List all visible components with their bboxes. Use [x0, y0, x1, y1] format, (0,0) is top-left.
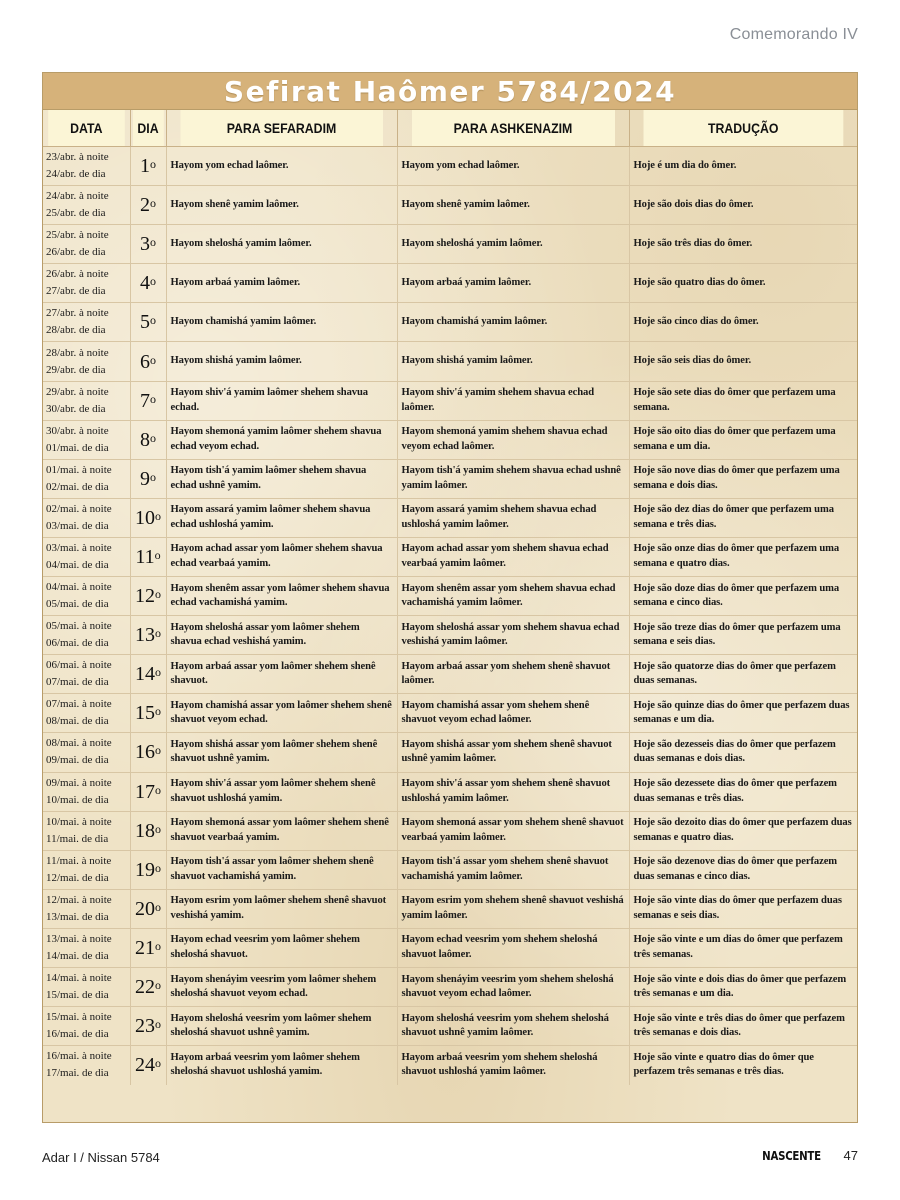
traducao-cell: Hoje são oito dias do ômer que perfazem uma semana e um dia.: [629, 420, 857, 459]
ashkenazim-cell: Hayom assará yamim shehem shavua echad ushloshá yamim laômer.: [397, 498, 629, 537]
ordinal-mark: o: [150, 313, 156, 328]
table-row: [43, 928, 857, 967]
day-number: 4: [140, 272, 150, 295]
omer-table-sheet: [42, 72, 858, 1123]
ashkenazim-cell: Hayom shiv'á assar yom shehem shenê shavuot ushloshá yamim laômer.: [397, 772, 629, 811]
day-number-cell: [130, 772, 166, 811]
day-number-cell: [130, 889, 166, 928]
date-cell: [43, 342, 130, 381]
ordinal-mark: o: [155, 978, 161, 993]
footer-right: [757, 1148, 858, 1163]
day-number: 10: [135, 506, 155, 529]
traducao-cell: Hoje são vinte e quatro dias do ômer que perfazem três semanas e três dias.: [629, 1046, 857, 1085]
ordinal-mark: o: [155, 508, 161, 523]
date-day: 08/mai. de dia: [46, 715, 109, 728]
day-number: 11: [135, 545, 155, 568]
ordinal-mark: o: [155, 743, 161, 758]
date-day: 04/mai. de dia: [46, 558, 109, 571]
date-cell: [43, 694, 130, 733]
omer-table: [43, 110, 857, 1085]
ordinal-mark: o: [155, 1017, 161, 1032]
date-night: 11/mai. à noite: [46, 854, 112, 867]
traducao-cell: Hoje são dezesseis dias do ômer que perfazem duas semanas e dois dias.: [629, 733, 857, 772]
sefaradim-cell: Hayom shemoná yamim laômer shehem shavua echad veyom echad.: [166, 420, 397, 459]
date-day: 15/mai. de dia: [46, 989, 109, 1002]
date-day: 03/mai. de dia: [46, 519, 109, 532]
table-row: [43, 577, 857, 616]
date-night: 09/mai. à noite: [46, 776, 112, 789]
date-cell: [43, 889, 130, 928]
date-day: 27/abr. de dia: [46, 285, 106, 298]
ashkenazim-cell: Hayom echad veesrim yom shehem sheloshá shavuot laômer.: [397, 928, 629, 967]
sefaradim-cell: Hayom tish'á assar yom laômer shehem shenê shavuot vachamishá yamim.: [166, 850, 397, 889]
ashkenazim-cell: Hayom achad assar yom shehem shavua echad vearbaá yamim laômer.: [397, 537, 629, 576]
date-night: 30/abr. à noite: [46, 424, 109, 437]
date-night: 24/abr. à noite: [46, 190, 109, 203]
day-number-cell: [130, 147, 166, 186]
traducao-cell: Hoje são seis dias do ômer.: [629, 342, 857, 381]
ashkenazim-cell: Hayom shishá yamim laômer.: [397, 342, 629, 381]
table-row: [43, 381, 857, 420]
day-number: 18: [135, 819, 155, 842]
table-row: [43, 342, 857, 381]
traducao-cell: Hoje é um dia do ômer.: [629, 147, 857, 186]
date-night: 06/mai. à noite: [46, 659, 112, 672]
day-number: 7: [140, 389, 150, 412]
date-night: 10/mai. à noite: [46, 815, 112, 828]
traducao-cell: Hoje são dezenove dias do ômer que perfazem duas semanas e cinco dias.: [629, 850, 857, 889]
traducao-cell: Hoje são dezessete dias do ômer que perfazem duas semanas e três dias.: [629, 772, 857, 811]
ordinal-mark: o: [155, 821, 161, 836]
date-cell: [43, 733, 130, 772]
ashkenazim-cell: Hayom shemoná yamim shehem shavua echad veyom echad laômer.: [397, 420, 629, 459]
ordinal-mark: o: [150, 157, 156, 172]
date-night: 01/mai. à noite: [46, 463, 112, 476]
ordinal-mark: o: [155, 626, 161, 641]
date-day: 17/mai. de dia: [46, 1067, 109, 1080]
sefaradim-cell: Hayom shemoná assar yom laômer shehem shenê shavuot vearbaá yamim.: [166, 811, 397, 850]
traducao-cell: Hoje são cinco dias do ômer.: [629, 303, 857, 342]
table-row: [43, 1046, 857, 1085]
date-day: 07/mai. de dia: [46, 676, 109, 689]
table-header-row: [43, 110, 857, 147]
ordinal-mark: o: [155, 704, 161, 719]
ashkenazim-cell: Hayom shenáyim veesrim yom shehem sheloshá shavuot veyom echad laômer.: [397, 967, 629, 1006]
sefaradim-cell: Hayom sheloshá yamim laômer.: [166, 225, 397, 264]
ordinal-mark: o: [155, 860, 161, 875]
date-cell: [43, 420, 130, 459]
date-cell: [43, 186, 130, 225]
date-day: 13/mai. de dia: [46, 910, 109, 923]
date-day: 02/mai. de dia: [46, 480, 109, 493]
date-day: 10/mai. de dia: [46, 793, 109, 806]
traducao-cell: Hoje são doze dias do ômer que perfazem uma semana e cinco dias.: [629, 577, 857, 616]
date-night: 07/mai. à noite: [46, 698, 112, 711]
ordinal-mark: o: [154, 547, 161, 562]
date-cell: [43, 967, 130, 1006]
column-header-traducao: TRADUÇÃO: [643, 110, 844, 147]
day-number: 21: [135, 936, 155, 959]
date-cell: [43, 811, 130, 850]
date-night: 28/abr. à noite: [46, 346, 109, 359]
ashkenazim-cell: Hayom shenê yamim laômer.: [397, 186, 629, 225]
sefaradim-cell: Hayom esrim yom laômer shehem shenê shavuot veshishá yamim.: [166, 889, 397, 928]
ordinal-mark: o: [155, 782, 161, 797]
table-row: [43, 655, 857, 694]
section-header: Comemorando IV: [729, 26, 858, 43]
ashkenazim-cell: Hayom sheloshá veesrim yom shehem sheloshá shavuot ushnê yamim laômer.: [397, 1007, 629, 1046]
ordinal-mark: o: [150, 352, 156, 367]
traducao-cell: Hoje são vinte e três dias do ômer que perfazem três semanas e dois dias.: [629, 1007, 857, 1046]
table-row: [43, 537, 857, 576]
page-number: 47: [843, 1148, 858, 1163]
sefaradim-cell: Hayom shenáyim veesrim yom laômer shehem sheloshá shavuot veyom echad.: [166, 967, 397, 1006]
day-number-cell: [130, 928, 166, 967]
sefaradim-cell: Hayom achad assar yom laômer shehem shavua echad vearbaá yamim.: [166, 537, 397, 576]
day-number: 1: [140, 155, 150, 178]
date-cell: [43, 1046, 130, 1085]
sefaradim-cell: Hayom echad veesrim yom laômer shehem sheloshá shavuot.: [166, 928, 397, 967]
sefaradim-cell: Hayom chamishá assar yom laômer shehem shenê shavuot veyom echad.: [166, 694, 397, 733]
ashkenazim-cell: Hayom chamishá assar yom shehem shenê shavuot veyom echad laômer.: [397, 694, 629, 733]
date-night: 29/abr. à noite: [46, 385, 109, 398]
date-cell: [43, 264, 130, 303]
date-night: 13/mai. à noite: [46, 932, 112, 945]
ordinal-mark: o: [150, 274, 156, 289]
day-number: 20: [135, 897, 155, 920]
date-cell: [43, 459, 130, 498]
sefaradim-cell: Hayom arbaá assar yom laômer shehem shenê shavuot.: [166, 655, 397, 694]
date-day: 09/mai. de dia: [46, 754, 109, 767]
date-night: 14/mai. à noite: [46, 972, 112, 985]
date-day: 06/mai. de dia: [46, 637, 109, 650]
day-number-cell: [130, 537, 166, 576]
table-row: [43, 772, 857, 811]
day-number: 6: [140, 350, 150, 373]
day-number-cell: [130, 420, 166, 459]
traducao-cell: Hoje são quatorze dias do ômer que perfazem duas semanas.: [629, 655, 857, 694]
day-number: 16: [135, 741, 155, 764]
date-day: 05/mai. de dia: [46, 598, 109, 611]
sefaradim-cell: Hayom arbaá veesrim yom laômer shehem sheloshá shavuot ushloshá yamim.: [166, 1046, 397, 1085]
day-number-cell: [130, 303, 166, 342]
date-cell: [43, 381, 130, 420]
day-number-cell: [130, 264, 166, 303]
table-row: [43, 147, 857, 186]
date-cell: [43, 850, 130, 889]
date-night: 12/mai. à noite: [46, 893, 112, 906]
date-night: 08/mai. à noite: [46, 737, 112, 750]
table-row: [43, 264, 857, 303]
date-day: 24/abr. de dia: [46, 168, 106, 181]
day-number: 3: [140, 233, 150, 256]
ordinal-mark: o: [155, 899, 161, 914]
day-number-cell: [130, 498, 166, 537]
day-number-cell: [130, 342, 166, 381]
ordinal-mark: o: [150, 196, 156, 211]
table-title: Sefirat Haômer 5784/2024: [43, 73, 857, 110]
sefaradim-cell: Hayom sheloshá veesrim yom laômer shehem sheloshá shavuot ushnê yamim.: [166, 1007, 397, 1046]
sefaradim-cell: Hayom shishá assar yom laômer shehem shenê shavuot ushnê yamim.: [166, 733, 397, 772]
traducao-cell: Hoje são dezoito dias do ômer que perfazem duas semanas e quatro dias.: [629, 811, 857, 850]
date-cell: [43, 147, 130, 186]
ordinal-mark: o: [155, 587, 161, 602]
table-row: [43, 694, 857, 733]
ordinal-mark: o: [155, 1056, 161, 1071]
traducao-cell: Hoje são três dias do ômer.: [629, 225, 857, 264]
day-number-cell: [130, 186, 166, 225]
ashkenazim-cell: Hayom shishá assar yom shehem shenê shavuot ushnê yamim laômer.: [397, 733, 629, 772]
traducao-cell: Hoje são onze dias do ômer que perfazem uma semana e quatro dias.: [629, 537, 857, 576]
sefaradim-cell: Hayom shenêm assar yom laômer shehem shavua echad vachamishá yamim.: [166, 577, 397, 616]
table-row: [43, 225, 857, 264]
traducao-cell: Hoje são vinte dias do ômer que perfazem duas semanas e seis dias.: [629, 889, 857, 928]
column-header-ashkenazim: PARA ASHKENAZIM: [411, 110, 615, 147]
day-number: 12: [135, 585, 155, 608]
ashkenazim-cell: Hayom tish'á assar yom shehem shenê shavuot vachamishá yamim laômer.: [397, 850, 629, 889]
date-cell: [43, 928, 130, 967]
day-number: 23: [135, 1015, 155, 1038]
traducao-cell: Hoje são vinte e um dias do ômer que perfazem três semanas.: [629, 928, 857, 967]
day-number-cell: [130, 225, 166, 264]
date-day: 14/mai. de dia: [46, 949, 109, 962]
ordinal-mark: o: [155, 665, 161, 680]
date-night: 15/mai. à noite: [46, 1011, 112, 1024]
day-number: 8: [140, 428, 150, 451]
sefaradim-cell: Hayom tish'á yamim laômer shehem shavua echad ushnê yamim.: [166, 459, 397, 498]
brand-logo: NASCENTE: [761, 1148, 821, 1163]
ordinal-mark: o: [150, 430, 156, 445]
traducao-cell: Hoje são vinte e dois dias do ômer que perfazem três semanas e um dia.: [629, 967, 857, 1006]
date-cell: [43, 772, 130, 811]
traducao-cell: Hoje são quinze dias do ômer que perfazem duas semanas e um dia.: [629, 694, 857, 733]
day-number-cell: [130, 655, 166, 694]
date-night: 27/abr. à noite: [46, 307, 109, 320]
date-night: 16/mai. à noite: [46, 1050, 112, 1063]
day-number-cell: [130, 459, 166, 498]
day-number-cell: [130, 616, 166, 655]
day-number: 13: [135, 624, 155, 647]
ashkenazim-cell: Hayom shiv'á yamim shehem shavua echad laômer.: [397, 381, 629, 420]
column-header-data: DATA: [48, 110, 125, 147]
date-cell: [43, 303, 130, 342]
ordinal-mark: o: [155, 938, 161, 953]
table-row: [43, 420, 857, 459]
date-night: 23/abr. à noite: [46, 151, 109, 164]
sefaradim-cell: Hayom shenê yamim laômer.: [166, 186, 397, 225]
date-night: 05/mai. à noite: [46, 620, 112, 633]
day-number: 5: [140, 311, 150, 334]
date-cell: [43, 225, 130, 264]
footer-issue: Adar I / Nissan 5784: [42, 1150, 160, 1165]
table-row: [43, 811, 857, 850]
date-day: 26/abr. de dia: [46, 246, 106, 259]
date-night: 02/mai. à noite: [46, 502, 112, 515]
traducao-cell: Hoje são dois dias do ômer.: [629, 186, 857, 225]
sefaradim-cell: Hayom chamishá yamim laômer.: [166, 303, 397, 342]
date-day: 12/mai. de dia: [46, 871, 109, 884]
date-night: 03/mai. à noite: [46, 541, 112, 554]
ordinal-mark: o: [150, 469, 156, 484]
sefaradim-cell: Hayom assará yamim laômer shehem shavua echad ushloshá yamim.: [166, 498, 397, 537]
day-number-cell: [130, 850, 166, 889]
day-number: 2: [140, 194, 150, 217]
day-number-cell: [130, 967, 166, 1006]
day-number-cell: [130, 733, 166, 772]
ashkenazim-cell: Hayom arbaá assar yom shehem shenê shavuot laômer.: [397, 655, 629, 694]
table-row: [43, 616, 857, 655]
ashkenazim-cell: Hayom esrim yom shehem shenê shavuot veshishá yamim laômer.: [397, 889, 629, 928]
day-number: 14: [135, 663, 155, 686]
column-header-dia: DIA: [132, 110, 164, 147]
day-number: 9: [140, 467, 150, 490]
date-day: 29/abr. de dia: [46, 363, 106, 376]
traducao-cell: Hoje são treze dias do ômer que perfazem uma semana e seis dias.: [629, 616, 857, 655]
day-number-cell: [130, 694, 166, 733]
table-row: [43, 498, 857, 537]
sefaradim-cell: Hayom shishá yamim laômer.: [166, 342, 397, 381]
ashkenazim-cell: Hayom shenêm assar yom shehem shavua echad vachamishá yamim laômer.: [397, 577, 629, 616]
traducao-cell: Hoje são sete dias do ômer que perfazem uma semana.: [629, 381, 857, 420]
ordinal-mark: o: [150, 391, 156, 406]
date-night: 04/mai. à noite: [46, 581, 112, 594]
date-night: 25/abr. à noite: [46, 229, 109, 242]
date-cell: [43, 1007, 130, 1046]
date-day: 30/abr. de dia: [46, 402, 106, 415]
date-day: 28/abr. de dia: [46, 324, 106, 337]
day-number: 22: [135, 976, 155, 999]
ashkenazim-cell: Hayom sheloshá yamim laômer.: [397, 225, 629, 264]
date-day: 16/mai. de dia: [46, 1028, 109, 1041]
traducao-cell: Hoje são quatro dias do ômer.: [629, 264, 857, 303]
sefaradim-cell: Hayom arbaá yamim laômer.: [166, 264, 397, 303]
ashkenazim-cell: Hayom arbaá veesrim yom shehem sheloshá shavuot ushloshá yamim laômer.: [397, 1046, 629, 1085]
date-cell: [43, 577, 130, 616]
date-cell: [43, 498, 130, 537]
traducao-cell: Hoje são dez dias do ômer que perfazem uma semana e três dias.: [629, 498, 857, 537]
day-number: 24: [135, 1054, 155, 1077]
ashkenazim-cell: Hayom yom echad laômer.: [397, 147, 629, 186]
ashkenazim-cell: Hayom tish'á yamim shehem shavua echad ushnê yamim laômer.: [397, 459, 629, 498]
date-day: 01/mai. de dia: [46, 441, 109, 454]
table-row: [43, 733, 857, 772]
ashkenazim-cell: Hayom arbaá yamim laômer.: [397, 264, 629, 303]
ashkenazim-cell: Hayom shemoná assar yom shehem shenê shavuot vearbaá yamim laômer.: [397, 811, 629, 850]
date-cell: [43, 616, 130, 655]
day-number-cell: [130, 1046, 166, 1085]
day-number-cell: [130, 811, 166, 850]
sefaradim-cell: Hayom yom echad laômer.: [166, 147, 397, 186]
date-night: 26/abr. à noite: [46, 268, 109, 281]
day-number: 15: [135, 702, 155, 725]
date-day: 11/mai. de dia: [46, 832, 109, 845]
table-row: [43, 1007, 857, 1046]
table-row: [43, 459, 857, 498]
day-number-cell: [130, 381, 166, 420]
ashkenazim-cell: Hayom chamishá yamim laômer.: [397, 303, 629, 342]
table-row: [43, 186, 857, 225]
ashkenazim-cell: Hayom sheloshá assar yom shehem shavua echad veshishá yamim laômer.: [397, 616, 629, 655]
date-cell: [43, 537, 130, 576]
day-number-cell: [130, 1007, 166, 1046]
day-number: 19: [135, 858, 155, 881]
table-row: [43, 303, 857, 342]
date-day: 25/abr. de dia: [46, 207, 106, 220]
ordinal-mark: o: [150, 235, 156, 250]
day-number: 17: [135, 780, 155, 803]
sefaradim-cell: Hayom sheloshá assar yom laômer shehem shavua echad veshishá yamim.: [166, 616, 397, 655]
table-row: [43, 850, 857, 889]
table-row: [43, 889, 857, 928]
table-row: [43, 967, 857, 1006]
day-number-cell: [130, 577, 166, 616]
sefaradim-cell: Hayom shiv'á assar yom laômer shehem shenê shavuot ushloshá yamim.: [166, 772, 397, 811]
date-cell: [43, 655, 130, 694]
sefaradim-cell: Hayom shiv'á yamim laômer shehem shavua echad.: [166, 381, 397, 420]
column-header-sefaradim: PARA SEFARADIM: [180, 110, 383, 147]
traducao-cell: Hoje são nove dias do ômer que perfazem uma semana e dois dias.: [629, 459, 857, 498]
